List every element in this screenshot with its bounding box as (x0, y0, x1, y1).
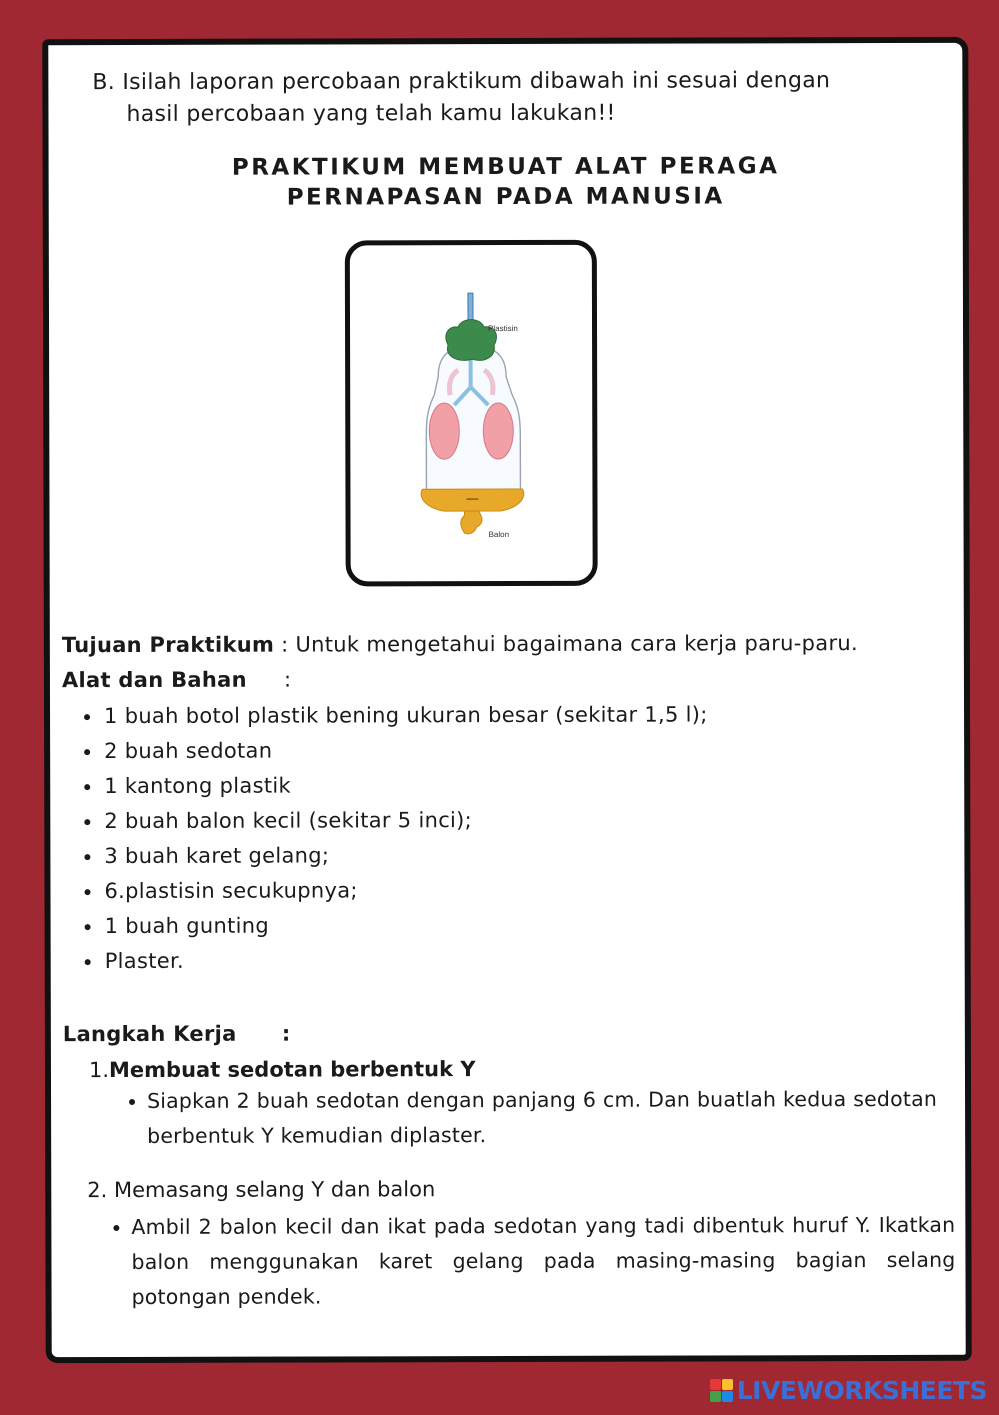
worksheet-page (42, 37, 971, 1363)
balloon-label: Balon (488, 529, 510, 540)
alat-colon: : (283, 667, 292, 692)
plasticine-label: Plastisin (488, 323, 518, 334)
alat-label: Alat dan Bahan (61, 667, 247, 693)
langkah-kerja-heading (63, 1015, 963, 1051)
alat-bahan-list (62, 697, 963, 979)
material-item: 6.plastisin secukupnya; (62, 872, 962, 909)
material-item: 3 buah karet gelang; (62, 837, 962, 874)
tujuan-label: Tujuan Praktikum (61, 632, 275, 658)
page-title (49, 151, 963, 213)
langkah-colon: : (281, 1021, 291, 1046)
step-1-title (89, 1052, 476, 1087)
alat-bahan-heading (62, 661, 962, 697)
brand-name: LIVEWORKSHEETS (736, 1375, 987, 1405)
tujuan-praktikum (62, 626, 962, 662)
bottle-lung-illustration (350, 245, 593, 582)
tujuan-text: : Untuk mengetahui bagaimana cara kerja paru-paru. (274, 631, 859, 657)
material-item: 2 buah balon kecil (sekitar 5 inci); (62, 802, 962, 839)
title-line-2: PERNAPASAN PADA MANUSIA (286, 183, 725, 211)
right-lung-icon (483, 403, 513, 459)
respiration-model-figure (345, 240, 598, 587)
material-item: 1 buah gunting (63, 907, 963, 944)
material-item: 2 buah sedotan (62, 732, 962, 769)
logo-grid-icon (710, 1379, 733, 1402)
balloon-knot-icon (461, 511, 482, 534)
left-lung-icon (429, 403, 459, 459)
liveworksheets-logo (710, 1375, 987, 1405)
material-item: 1 kantong plastik (62, 767, 962, 804)
balloon-membrane-icon (421, 489, 524, 511)
instruction-line-2: hasil percobaan yang telah kamu lakukan!! (126, 100, 616, 127)
materials-list (62, 697, 963, 979)
material-item: 1 buah botol plastik bening ukuran besar (sekitar 1,5 l); (62, 697, 962, 734)
step-1-number: 1. (88, 1058, 110, 1083)
instruction-text (92, 65, 932, 131)
material-item: Plaster. (63, 942, 963, 979)
title-line-1: PRAKTIKUM MEMBUAT ALAT PERAGA (231, 153, 780, 181)
step-2-text: Ambil 2 balon kecil dan ikat pada sedotan yang tadi dibentuk huruf Y. Ikatkan balon menggunakan karet gelang pada masing-masing bagian selang potongan pendek. (131, 1208, 955, 1315)
instruction-line-1: B. Isilah laporan percobaan praktikum dibawah ini sesuai dengan (92, 68, 831, 96)
step-1-title-text: Membuat sedotan berbentuk Y (108, 1057, 476, 1083)
step-1-text: Siapkan 2 buah sedotan dengan panjang 6 cm. Dan buatlah kedua sedotan berbentuk Y kemudian diplaster. (147, 1082, 937, 1154)
langkah-label: Langkah Kerja (62, 1021, 237, 1047)
step-2-title: 2. Memasang selang Y dan balon (87, 1177, 436, 1203)
